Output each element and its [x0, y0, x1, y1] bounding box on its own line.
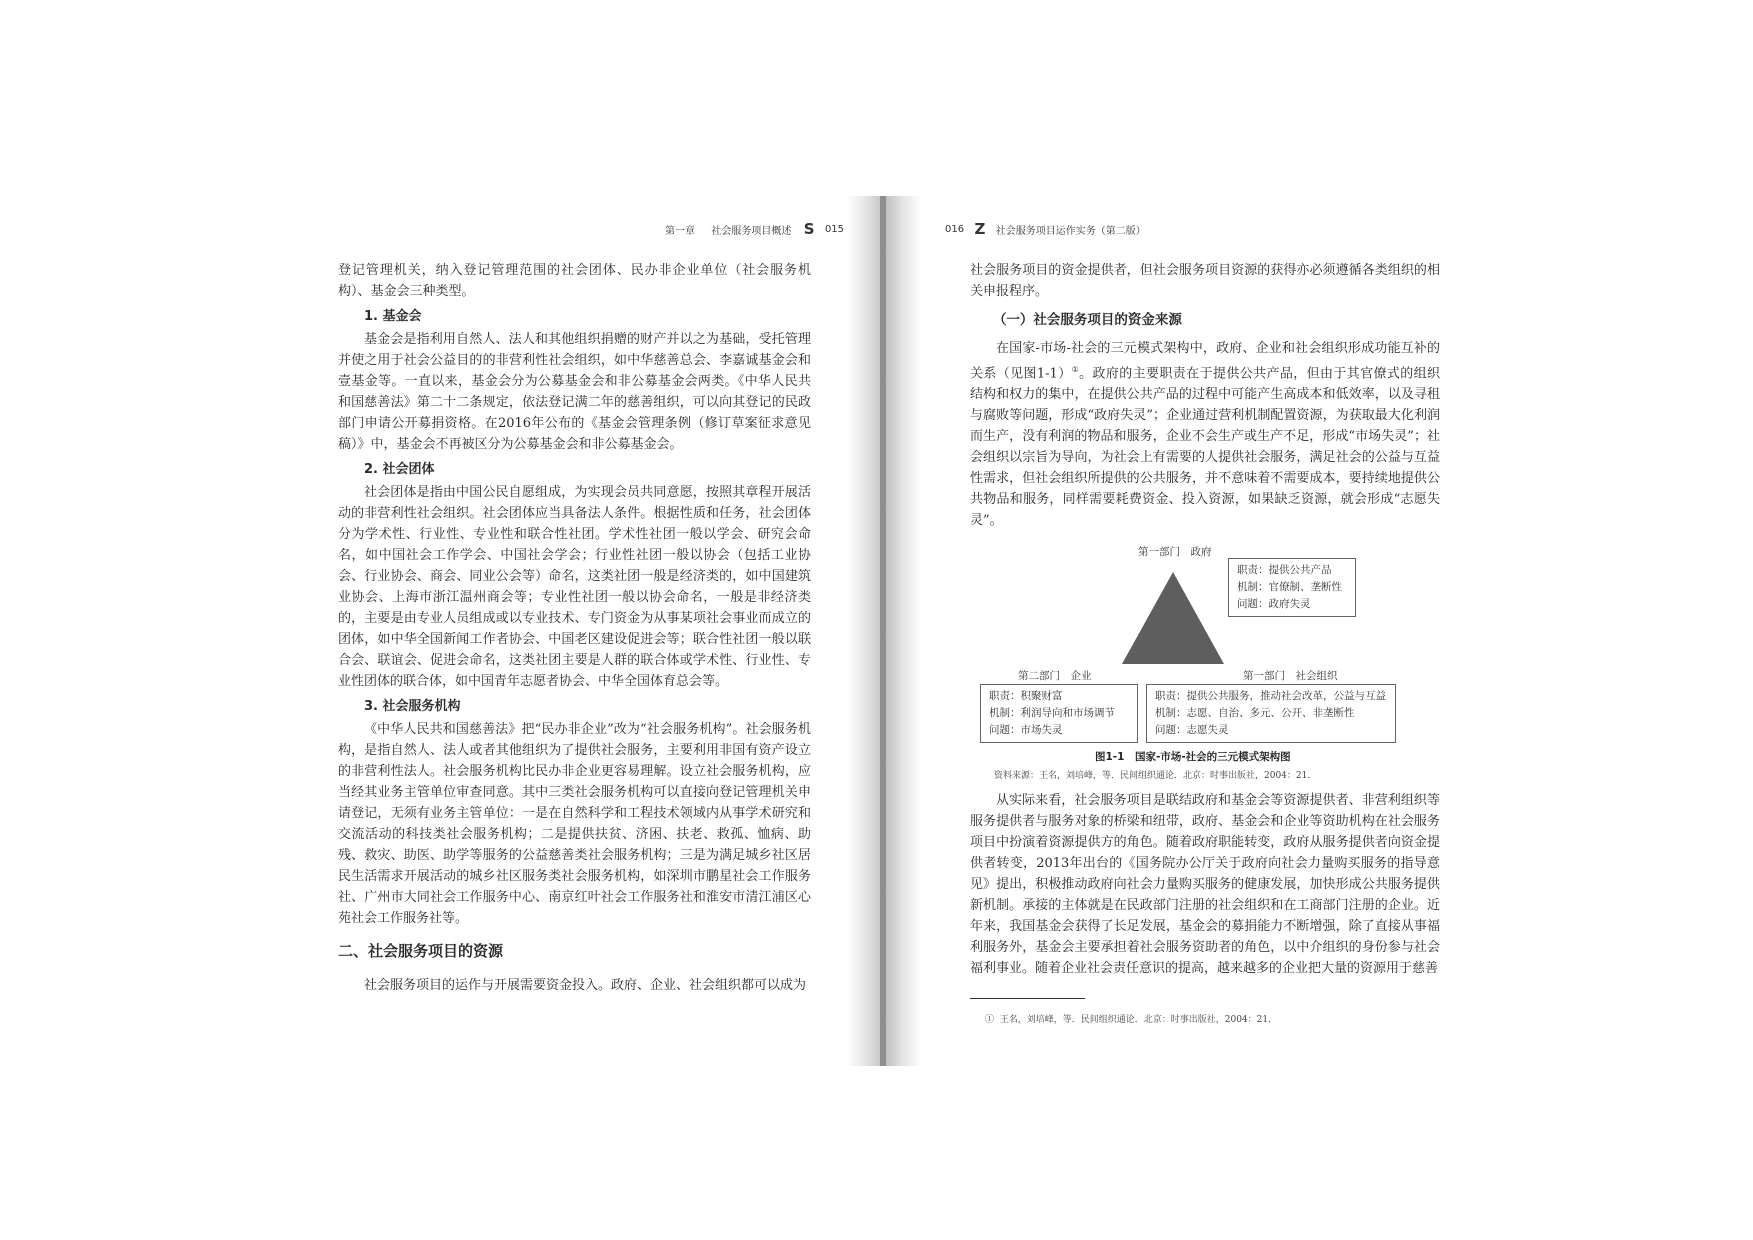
box-line: 机制：利润导向和市场调节 [989, 707, 1115, 719]
figure-source: 资料来源：王名，刘培峰，等．民间组织通论．北京：时事出版社，2004：21． [994, 771, 1317, 781]
paragraph [970, 338, 1440, 531]
box-line: 职责：提供公共产品 [1237, 564, 1332, 576]
page-number: 015 [824, 223, 845, 235]
box-line: 机制：志愿、自治、多元、公开、非垄断性 [1155, 707, 1355, 719]
paragraph: 《中华人民共和国慈善法》把“民办非企业”改为“社会服务机构”。社会服务机构，是指自然人、法人或者其他组织为了提供社会服务，主要利用非国有资产设立的非营利性法人。社会服务机构比民办非企业更容易理解。设立社会服务机构，应当经其业务主管单位审查同意。其中三类社会服务机构可以直接向登记管理机关申请登记，无须有业务主管单位：一是在自然科学和工程技术领域内从事学术研究和交流活动的科技类社会服务机构；二是提供扶贫、济困、扶老、救孤、恤病、助残、救灾、助医、助学等服务的公益慈善类社会服务机构；三是为满足城乡社区居民生活需求开展活动的城乡社区服务类社会服务机构，如深圳市鹏星社会工作服务社、广州市大同社会工作服务中心、南京红叶社会工作服务社和淮安市清江浦区心苑社会工作服务社等。 [338, 722, 811, 926]
subheading: 1. 基金会 [364, 309, 422, 324]
paragraph: 社会团体是指由中国公民自愿组成，为实现会员共同意愿，按照其章程开展活动的非营利性社会组织。社会团体应当具备法人条件。根据性质和任务，社会团体分为学术性、行业性、专业性和联合性社团。学术性社团一般以学会、研究会命名，如中国社会工作学会、中国社会学会；行业性社团一般以协会（包括工业协会、行业协会、商会、同业公会等）命名，这类社团一般是经济类的，如中国建筑业协会、上海市浙江温州商会等；专业性社团一般以协会命名，一般是非经济类的，主要是由专业人员组成或以专业技术、专门资金为从事某项社会事业而成立的团体，如中华全国新闻工作者协会、中国老区建设促进会等；联合性社团一般以联合会、联谊会、促进会命名，这类社团主要是人群的联合体或学术性、行业性、专业性团体的联合体，如中国青年志愿者协会、中华全国体育总会等。 [338, 485, 811, 689]
figure-caption: 图1-1 国家-市场-社会的三元模式架构图 [1095, 751, 1291, 763]
header-mark-icon: S [803, 220, 815, 238]
section-heading: 二、社会服务项目的资源 [338, 942, 504, 960]
right-body-top [970, 260, 1440, 531]
left-body [338, 260, 811, 996]
figure-right-box [1146, 684, 1396, 743]
box-line: 职责：积聚财富 [989, 690, 1063, 702]
left-running-header [665, 220, 844, 238]
page-number: 016 [945, 223, 965, 235]
footnote [985, 1012, 1277, 1025]
footnote-text: 王名，刘培峰，等．民间组织通论．北京：时事出版社，2004：21． [999, 1015, 1278, 1025]
header-mark-icon: Z [974, 220, 986, 238]
footnote-mark: ① [985, 1015, 995, 1025]
triangle-diagram [1120, 572, 1226, 666]
paragraph: 从实际来看，社会服务项目是联结政府和基金会等资源提供者、非营利组织等服务提供者与服务对象的桥梁和纽带，政府、基金会和企业等资助机构在社会服务项目中扮演着资源提供方的角色。随着政府职能转变，政府从服务提供者向资金提供者转变，2013年出台的《国务院办公厅关于政府向社会力量购买服务的指导意见》提出，积极推动政府向社会力量购买服务的健康发展，加快形成公共服务提供新机制。承接的主体就是在民政部门注册的社会组织和在工商部门注册的企业。近年来，我国基金会获得了长足发展，基金会的募捐能力不断增强，除了直接从事福利服务外，基金会主要承担着社会服务资助者的角色，以中介组织的身份参与社会福利事业。随着企业社会责任意识的提高，越来越多的企业把大量的资源用于慈善 [970, 793, 1440, 976]
right-body-bottom [970, 790, 1440, 979]
figure-top-box [1228, 558, 1356, 617]
footnote-ref: ① [1071, 365, 1080, 374]
footnote-rule [970, 998, 1085, 999]
paragraph: 社会服务项目的运作与开展需要资金投入。政府、企业、社会组织都可以成为 [364, 978, 807, 993]
triangle-shape [1122, 572, 1224, 664]
right-running-header [945, 220, 1146, 238]
figure-top-label: 第一部门 政府 [1138, 546, 1212, 558]
box-line: 问题：政府失灵 [1237, 598, 1311, 610]
paragraph-part: 在国家-市场-社会的三元模式架构中，政府、企业和社会组织形成功能互补的关系（见图1-1） [970, 341, 1440, 382]
paragraph: 社会服务项目的资金提供者，但社会服务项目资源的获得亦必须遵循各类组织的相关申报程序。 [970, 263, 1440, 299]
subheading: 3. 社会服务机构 [364, 699, 461, 714]
chapter-label: 第一章 [665, 225, 695, 237]
subheading: 2. 社会团体 [364, 462, 435, 477]
paragraph: 登记管理机关，纳入登记管理范围的社会团体、民办非企业单位（社会服务机构）、基金会三种类型。 [338, 263, 811, 299]
box-line: 问题：市场失灵 [989, 724, 1063, 736]
chapter-title: 社会服务项目概述 [711, 225, 792, 237]
paragraph: 基金会是指利用自然人、法人和其他组织捐赠的财产并以之为基础，受托管理并使之用于社会公益目的的非营利性社会组织，如中华慈善总会、李嘉诚基金会和壹基金等。一直以来，基金会分为公募基金会和非公募基金会两类。《中华人民共和国慈善法》第二十二条规定，依法登记满二年的慈善组织，可以向其登记的民政部门申请公开募捐资格。在2016年公布的《基金会管理条例（修订草案征求意见稿）》中，基金会不再被区分为公募基金会和非公募基金会。 [338, 332, 811, 452]
box-line: 职责：提供公共服务，推动社会改革，公益与互益 [1155, 690, 1386, 702]
paragraph-part: 。政府的主要职责在于提供公共产品，但由于其官僚式的组织结构和权力的集中，在提供公共产品的过程中可能产生高成本和低效率，以及寻租与腐败等问题，形成“政府失灵”；企业通过营利机制配置资源，为获取最大化利润而生产，没有利润的物品和服务，企业不会生产或生产不足，形成“市场失灵”；社会组织以宗旨为导向，为社会上有需要的人提供社会服务，满足社会的公益与互益性需求，但社会组织所提供的公共服务，并不意味着不需要成本，要持续地提供公共物品和服务，同样需要耗费资金、投入资源，如果缺乏资源，就会形成“志愿失灵”。 [970, 366, 1441, 529]
figure-left-box [980, 684, 1138, 743]
section-heading: （一）社会服务项目的资金来源 [992, 312, 1182, 328]
right-page [880, 0, 1753, 1240]
figure-left-label: 第二部门 企业 [1018, 670, 1092, 682]
box-line: 机制：官僚制、垄断性 [1237, 581, 1342, 593]
book-title: 社会服务项目运作实务（第二版） [995, 225, 1146, 237]
figure-right-label: 第一部门 社会组织 [1243, 670, 1338, 682]
box-line: 问题：志愿失灵 [1155, 724, 1229, 736]
